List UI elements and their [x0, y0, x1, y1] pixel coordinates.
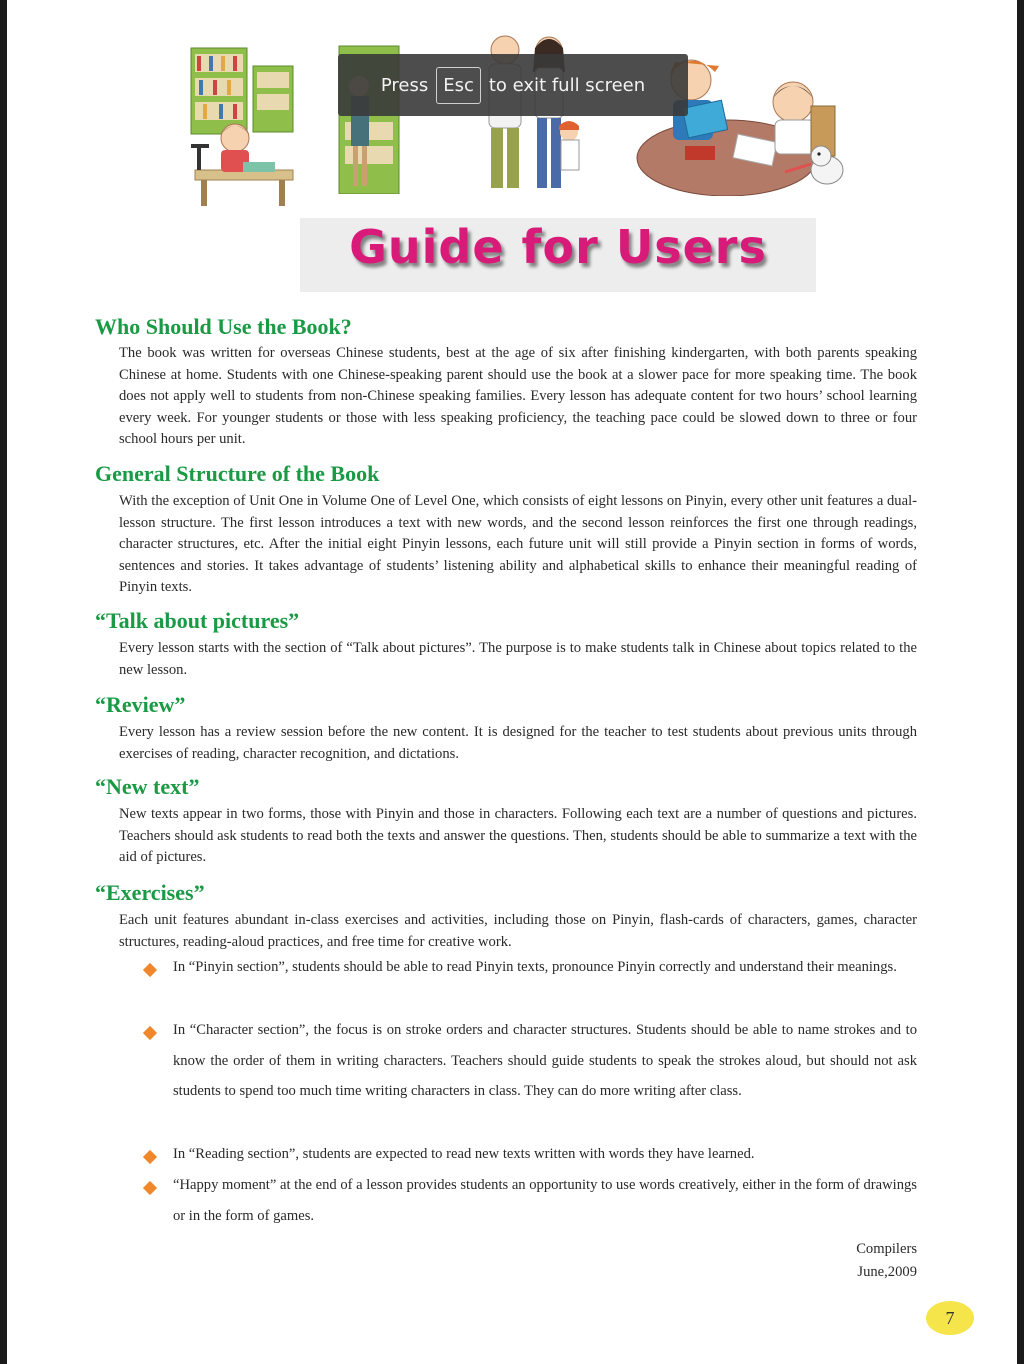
bullet-text: In “Reading section”, students are expected to read new texts written with words they have learned.	[173, 1146, 755, 1162]
toast-suffix-text: to exit full screen	[488, 74, 646, 96]
bullet-text: “Happy moment” at the end of a lesson provides students an opportunity to use words creatively, either in the form of drawings or in the form of games.	[173, 1177, 917, 1224]
section-body-general-structure: With the exception of Unit One in Volume One of Level One, which consists of eight lessons on Pinyin, every other unit features a dual-lesson structure. The first lesson introduces a text with new words, and the second lesson reinforces the first one through readings, character structures, etc. After the initial eight Pinyin lessons, each future unit will still provide a Pinyin section in forms of words, sentences and stories. It takes advantage of students’ listening ability and alphabetical skills to enhance their meaningful reading of Pinyin texts.	[119, 493, 917, 595]
section-body-talk-about-pictures: Every lesson starts with the section of “Talk about pictures”. The purpose is to make students talk in Chinese about topics related to the new lesson.	[119, 640, 917, 678]
signature-name: Compilers	[856, 1241, 917, 1257]
title-banner	[300, 218, 816, 292]
section-heading-review: “Review”	[95, 692, 186, 717]
section-body-review: Every lesson has a review session before the new content. It is designed for the teacher to test students about previous units through exercises of reading, character recognition, and dictations.	[119, 724, 917, 762]
section-body-who-should-use: The book was written for overseas Chinese students, best at the age of six after finishing kindergarten, with both parents speaking Chinese at home. Students with one Chinese-speaking parent should use the book at a slower pace for more speaking time. The book does not apply well to students from non-Chinese speaking families. Every lesson has adequate content for two hours’ school learning every week. For younger students or those with less speaking proficiency, the teaching pace could be slowed down to three or four school hours per unit.	[119, 345, 917, 447]
page-title: Guide for Users	[349, 220, 767, 274]
fullscreen-exit-toast	[338, 54, 688, 116]
signature-date: June,2009	[857, 1264, 917, 1280]
library-child-illustration	[183, 46, 303, 208]
section-heading-who-should-use: Who Should Use the Book?	[95, 314, 352, 339]
bullet-text: In “Pinyin section”, students should be able to read Pinyin texts, pronounce Pinyin correctly and understand their meanings.	[173, 959, 897, 975]
section-heading-general-structure: General Structure of the Book	[95, 461, 380, 486]
esc-key-badge: Esc	[436, 67, 481, 104]
page-number-badge: 7	[926, 1301, 974, 1335]
bullet-text: In “Character section”, the focus is on stroke orders and character structures. Students should be able to name strokes and to know the order of them in writing characters. Teachers should guide students to speak the strokes aloud, but should not ask students to spend too much time writing characters in class. They can do more writing after class.	[173, 1022, 917, 1099]
section-heading-new-text: “New text”	[95, 774, 200, 799]
section-heading-talk-about-pictures: “Talk about pictures”	[95, 608, 300, 633]
section-heading-exercises: “Exercises”	[95, 880, 205, 905]
document-page	[7, 0, 1017, 1364]
orange-diamond-bullet-icon	[143, 1181, 157, 1195]
section-body-exercises: Each unit features abundant in-class exercises and activities, including those on Pinyin, flash-cards of characters, games, character structures, reading-aloud practices, and free time for creative work.	[119, 912, 917, 950]
orange-diamond-bullet-icon	[143, 1150, 157, 1164]
section-body-new-text: New texts appear in two forms, those with Pinyin and those in characters. Following each text are a number of questions and pictures. Teachers should ask students to read both the texts and answer the questions. Then, students should be able to summarize a text with the aid of pictures.	[119, 806, 917, 865]
orange-diamond-bullet-icon	[143, 963, 157, 977]
orange-diamond-bullet-icon	[143, 1026, 157, 1040]
toast-press-text: Press	[380, 74, 429, 96]
